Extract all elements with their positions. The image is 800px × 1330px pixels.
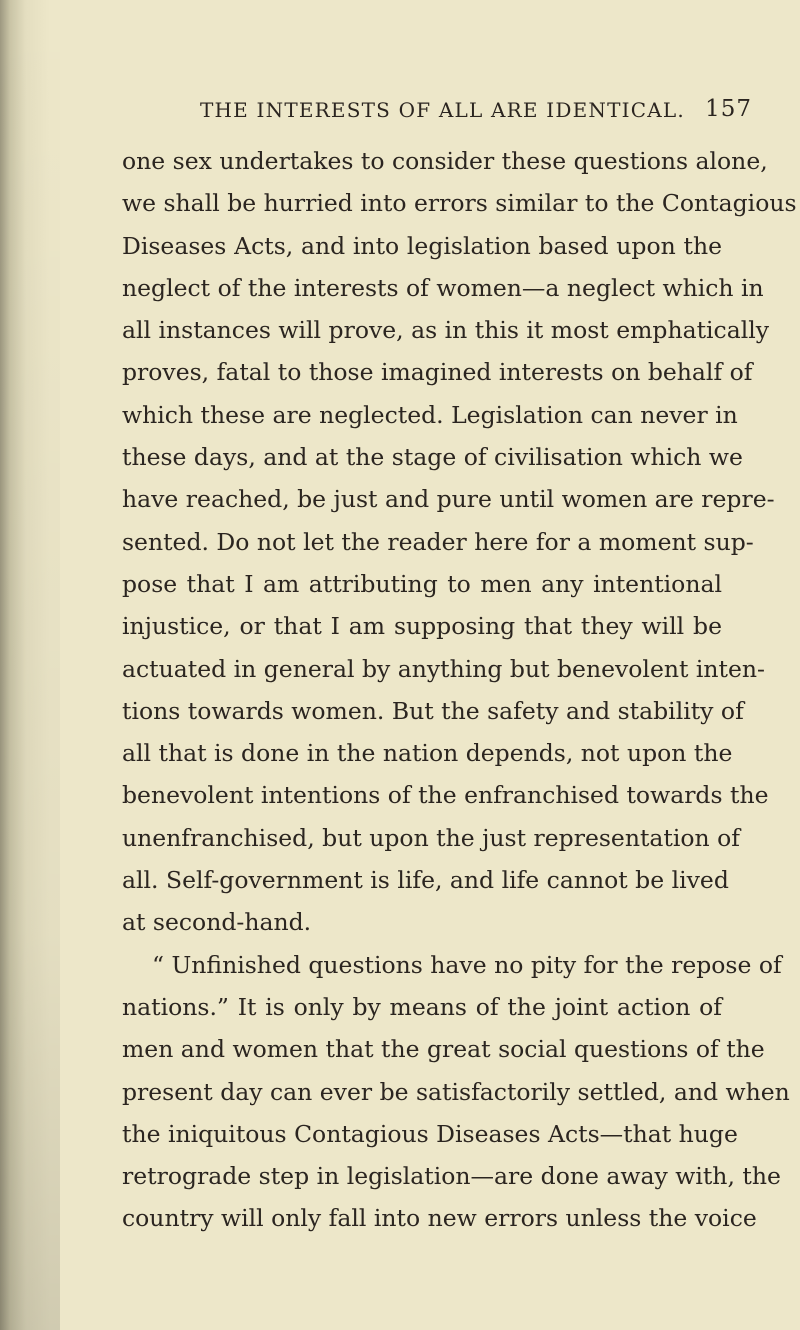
text-line: unenfranchised, but upon the just representation of — [122, 823, 740, 852]
running-head-title: THE INTERESTS OF ALL ARE IDENTICAL. — [200, 98, 685, 122]
text-line: proves, fatal to those imagined interests on behalf of — [122, 358, 753, 387]
text-line: these days, and at the stage of civilisation which we — [122, 443, 743, 472]
text-line: actuated in general by anything but benevolent inten- — [122, 654, 765, 683]
paragraph-start-line: “ Unfinished questions have no pity for the repose of — [152, 950, 782, 979]
text-line: retrograde step in legislation—are done away with, the — [122, 1162, 781, 1191]
text-line: nations.” It is only by means of the joint action of — [122, 992, 722, 1021]
text-line: tions towards women. But the safety and stability of — [122, 696, 744, 725]
text-line: sented. Do not let the reader here for a moment sup- — [122, 527, 754, 556]
text-line: the iniquitous Contagious Diseases Acts—that huge — [122, 1119, 738, 1148]
running-head — [200, 98, 760, 130]
text-line: pose that I am attributing to men any intentional — [122, 569, 722, 598]
text-line: all. Self-government is life, and life cannot be lived — [122, 866, 729, 895]
text-line: all instances will prove, as in this it most emphatically — [122, 316, 770, 345]
text-line: injustice, or that I am supposing that they will be — [122, 612, 722, 641]
body-text — [122, 140, 797, 1240]
text-line: country will only fall into new errors unless the voice — [122, 1204, 757, 1233]
text-line: neglect of the interests of women—a neglect which in — [122, 273, 764, 302]
text-line: present day can ever be satisfactorily settled, and when — [122, 1077, 790, 1106]
text-line: Diseases Acts, and into legislation based upon the — [122, 231, 722, 260]
text-line: which these are neglected. Legislation can never in — [122, 400, 738, 429]
text-line: all that is done in the nation depends, not upon the — [122, 739, 733, 768]
text-line: men and women that the great social questions of the — [122, 1035, 765, 1064]
text-line: have reached, be just and pure until women are repre- — [122, 485, 775, 514]
text-line: one sex undertakes to consider these questions alone, — [122, 147, 768, 175]
page-number: 157 — [705, 96, 752, 122]
text-line: we shall be hurried into errors similar to the Contagious — [122, 189, 797, 218]
paragraph-end-line: at second-hand. — [122, 908, 312, 937]
text-line: benevolent intentions of the enfranchised towards the — [122, 781, 769, 810]
